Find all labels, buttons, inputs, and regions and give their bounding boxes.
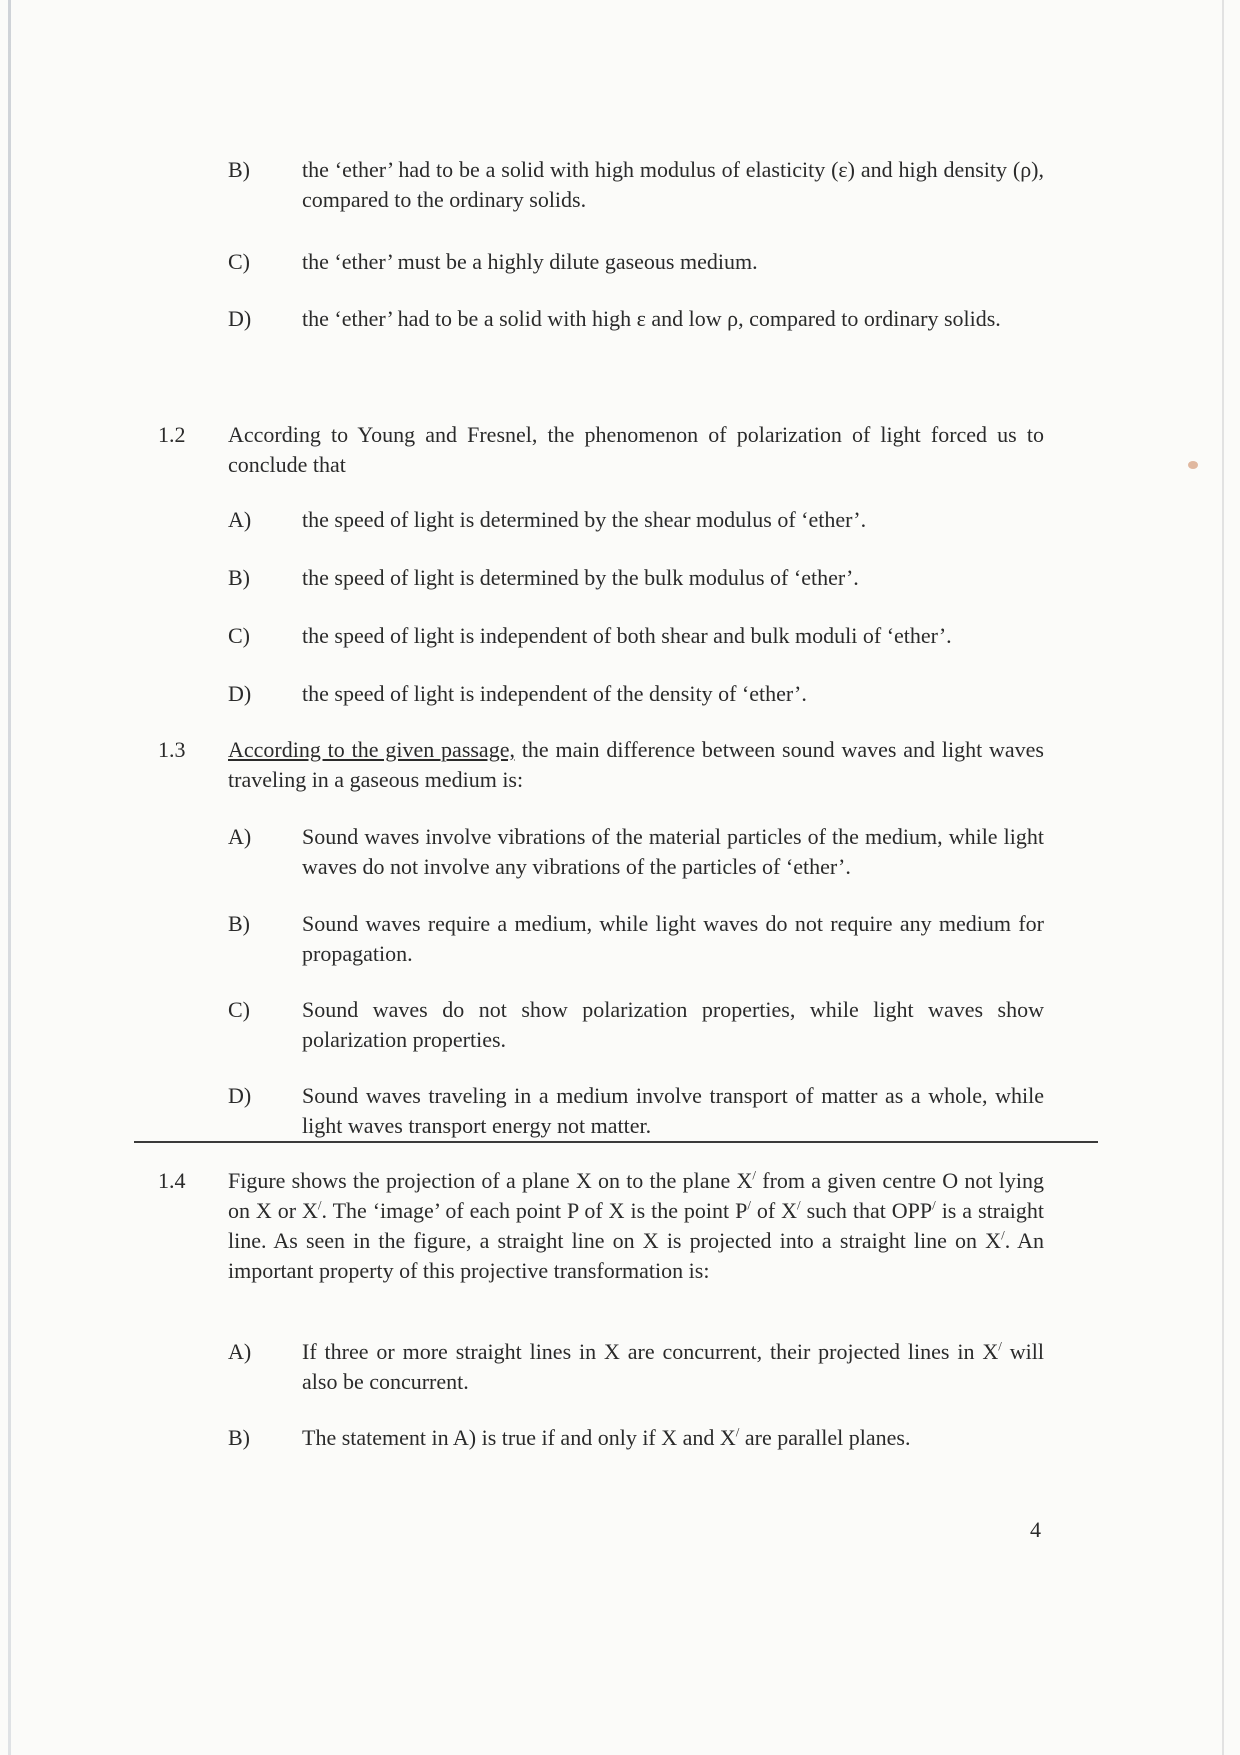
prime-mark: / <box>747 1197 751 1213</box>
option-letter: D) <box>228 681 252 706</box>
option-text: the ‘ether’ must be a highly dilute gaseous medium. <box>302 249 758 274</box>
option-text <box>302 1423 1044 1453</box>
option-text: the speed of light is independent of both shear and bulk moduli of ‘ether’. <box>302 623 952 648</box>
text-part: such that OPP <box>800 1198 933 1223</box>
question-text: According to Young and Fresnel, the phenomenon of polarization of light forced us to conclude that <box>228 422 1044 477</box>
page-left-edge <box>8 0 11 1755</box>
option-text: the ‘ether’ had to be a solid with high ε and low ρ, compared to ordinary solids. <box>302 306 1001 331</box>
text-part: will also be concurrent. <box>302 1339 1044 1394</box>
option-text: the ‘ether’ had to be a solid with high modulus of elasticity (ε) and high density (ρ), compared to the ordinary solids. <box>302 157 1044 212</box>
option-letter: B) <box>228 911 250 936</box>
option-text <box>302 1337 1044 1397</box>
question-text <box>228 1166 1044 1286</box>
option-text: the speed of light is determined by the shear modulus of ‘ether’. <box>302 507 867 532</box>
q1-3-option-c <box>228 995 1044 1055</box>
question-number: 1.3 <box>158 737 186 762</box>
text-part: Figure shows the projection of a plane X on to the plane X <box>228 1168 753 1193</box>
option-letter: D) <box>228 1083 252 1108</box>
prime-mark: / <box>932 1197 936 1213</box>
prime-mark: / <box>1001 1227 1005 1243</box>
question-text-rest: the main difference between sound waves and light waves traveling in a gaseous medium is: <box>228 737 1044 792</box>
prime-mark: / <box>998 1338 1002 1354</box>
q1-4-option-b <box>228 1423 1044 1453</box>
underlined-lead: According to the given passage, <box>228 737 515 762</box>
option-text: the speed of light is determined by the bulk modulus of ‘ether’. <box>302 565 859 590</box>
option-letter: C) <box>228 997 250 1022</box>
question-number: 1.2 <box>158 422 186 447</box>
q1-2-option-d <box>228 679 1044 709</box>
prime-mark: / <box>735 1424 740 1440</box>
prime-mark: / <box>752 1167 757 1183</box>
option-letter: D) <box>228 306 252 331</box>
page-number: 4 <box>1030 1517 1041 1542</box>
question-text <box>228 735 1044 795</box>
q1-3-option-d <box>228 1081 1044 1141</box>
q1-3-option-b <box>228 909 1044 969</box>
question-1-4 <box>158 1166 1044 1286</box>
q1-2-option-b <box>228 563 1044 593</box>
option-text: Sound waves do not show polarization properties, while light waves show polarization properties. <box>302 997 1044 1052</box>
q1-2-option-a <box>228 505 1044 535</box>
option-letter: A) <box>228 507 252 532</box>
option-text: Sound waves involve vibrations of the material particles of the medium, while light waves do not involve any vibrations of the particles of ‘ether’. <box>302 824 1044 879</box>
option-text: the speed of light is independent of the density of ‘ether’. <box>302 681 807 706</box>
q1-4-option-a <box>228 1337 1044 1397</box>
text-part: If three or more straight lines in X are concurrent, their projected lines in X <box>302 1339 999 1364</box>
text-part: . The ‘image’ of each point P of X is the point P <box>321 1198 748 1223</box>
option-text: Sound waves traveling in a medium involve transport of matter as a whole, while light waves transport energy not matter. <box>302 1083 1044 1138</box>
option-letter: B) <box>228 565 250 590</box>
option-letter: B) <box>228 1425 250 1450</box>
text-part: from a given centre O not lying on X or X <box>228 1168 1044 1223</box>
text-part: . An important property of this projective transformation is: <box>228 1228 1044 1283</box>
text-part: is a straight line. As seen in the figure, a straight line on X is projected into a straight line on X <box>228 1198 1044 1253</box>
text-part: of X <box>750 1198 798 1223</box>
question-1-2 <box>158 420 1044 480</box>
text-part: are parallel planes. <box>739 1425 911 1450</box>
option-text: Sound waves require a medium, while light waves do not require any medium for propagation. <box>302 911 1044 966</box>
page-right-edge <box>1222 0 1224 1755</box>
q1-1-option-c <box>228 247 1044 277</box>
option-letter: B) <box>228 157 250 182</box>
prime-mark: / <box>797 1197 801 1213</box>
margin-mark <box>1188 461 1198 469</box>
q1-1-option-b <box>228 155 1044 215</box>
prime-mark: / <box>317 1197 322 1213</box>
option-letter: C) <box>228 249 250 274</box>
q1-3-option-a <box>228 822 1044 882</box>
option-letter: A) <box>228 1339 252 1364</box>
option-letter: A) <box>228 824 252 849</box>
question-1-3 <box>158 735 1044 795</box>
option-letter: C) <box>228 623 250 648</box>
text-part: The statement in A) is true if and only if X and X <box>302 1425 736 1450</box>
q1-1-option-d <box>228 304 1044 334</box>
section-divider <box>134 1141 1098 1143</box>
q1-2-option-c <box>228 621 1044 651</box>
question-number: 1.4 <box>158 1168 186 1193</box>
